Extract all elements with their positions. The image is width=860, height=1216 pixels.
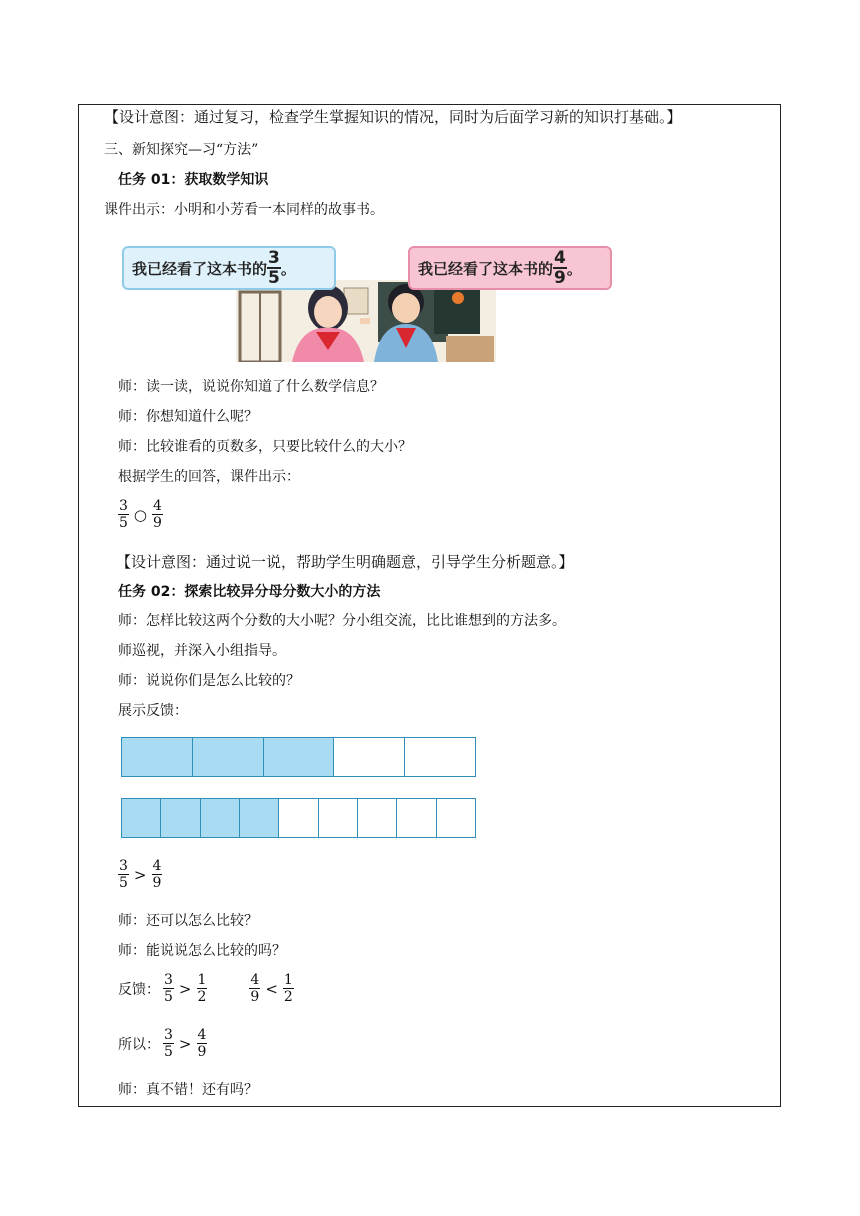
design-intent-1: 【设计意图：通过复习，检查学生掌握知识的情况，同时为后面学习新的知识打基础。】 bbox=[104, 108, 682, 126]
fraction-bar-ninths bbox=[121, 798, 476, 838]
ninths-segment bbox=[122, 799, 161, 837]
question-5: 师：怎样比较这两个分数的大小呢？分小组交流，比比谁想到的方法多。 bbox=[118, 613, 566, 629]
bubble-left-fraction: $\frac{3}{5}$ bbox=[268, 248, 280, 288]
fifths-segment bbox=[405, 738, 475, 776]
ninths-segment bbox=[358, 799, 397, 837]
fraction-bar-fifths bbox=[121, 737, 476, 777]
story-illustration bbox=[116, 240, 614, 362]
so-label: 所以： bbox=[118, 1036, 160, 1053]
question-8: 展示反馈： bbox=[118, 703, 188, 719]
comparison-circle: $\frac{3}{5}$ ○ $\frac{4}{9}$ bbox=[119, 498, 162, 531]
fifths-segment bbox=[122, 738, 193, 776]
fifths-segment bbox=[334, 738, 405, 776]
courseware-intro: 课件出示：小明和小芳看一本同样的故事书。 bbox=[104, 202, 384, 218]
question-3: 师：比较谁看的页数多，只要比较什么的大小？ bbox=[118, 439, 412, 455]
question-6: 师巡视，并深入小组指导。 bbox=[118, 643, 286, 659]
question-7: 师：说说你们是怎么比较的？ bbox=[118, 673, 300, 689]
task2-title: 任务 02：探索比较异分母分数大小的方法 bbox=[118, 584, 381, 600]
question-1: 师：读一读，说说你知道了什么数学信息？ bbox=[118, 379, 384, 395]
ninths-segment bbox=[161, 799, 200, 837]
comparison-result-1: $\frac{3}{5}$ > $\frac{4}{9}$ bbox=[119, 858, 162, 891]
ninths-segment bbox=[319, 799, 358, 837]
bubble-left-end: 。 bbox=[280, 259, 296, 278]
conclusion-row: 所以： $\frac{3}{5}$ > $\frac{4}{9}$ bbox=[118, 1027, 207, 1060]
question-10: 师：能说说怎么比较的吗？ bbox=[118, 943, 286, 959]
bubble-right-fraction: $\frac{4}{9}$ bbox=[554, 248, 566, 288]
ninths-segment bbox=[240, 799, 279, 837]
bubble-right-end: 。 bbox=[566, 259, 582, 278]
ninths-segment bbox=[201, 799, 240, 837]
design-intent-2: 【设计意图：通过说一说，帮助学生明确题意，引导学生分析题意。】 bbox=[116, 553, 574, 571]
section-title: 三、新知探究—习“方法” bbox=[104, 142, 259, 158]
fifths-segment bbox=[264, 738, 335, 776]
speech-bubble-right bbox=[408, 246, 612, 290]
task1-title: 任务 01：获取数学知识 bbox=[118, 172, 269, 188]
fifths-segment bbox=[193, 738, 264, 776]
ninths-segment bbox=[397, 799, 436, 837]
bubble-left-text: 我已经看了这本书的 bbox=[132, 259, 268, 278]
feedback-label: 反馈： bbox=[118, 981, 160, 998]
ninths-segment bbox=[279, 799, 318, 837]
feedback-row: 反馈： $\frac{3}{5}$ > $\frac{1}{2}$ $\frac{4}{9}$ < $\frac{1}{2}$ bbox=[118, 972, 293, 1005]
ninths-segment bbox=[437, 799, 475, 837]
question-4: 根据学生的回答，课件出示： bbox=[118, 469, 300, 485]
question-2: 师：你想知道什么呢？ bbox=[118, 409, 258, 425]
speech-bubble-left bbox=[122, 246, 336, 290]
question-9: 师：还可以怎么比较？ bbox=[118, 913, 258, 929]
question-11: 师：真不错！还有吗？ bbox=[118, 1082, 258, 1098]
bubble-right-text: 我已经看了这本书的 bbox=[418, 259, 554, 278]
